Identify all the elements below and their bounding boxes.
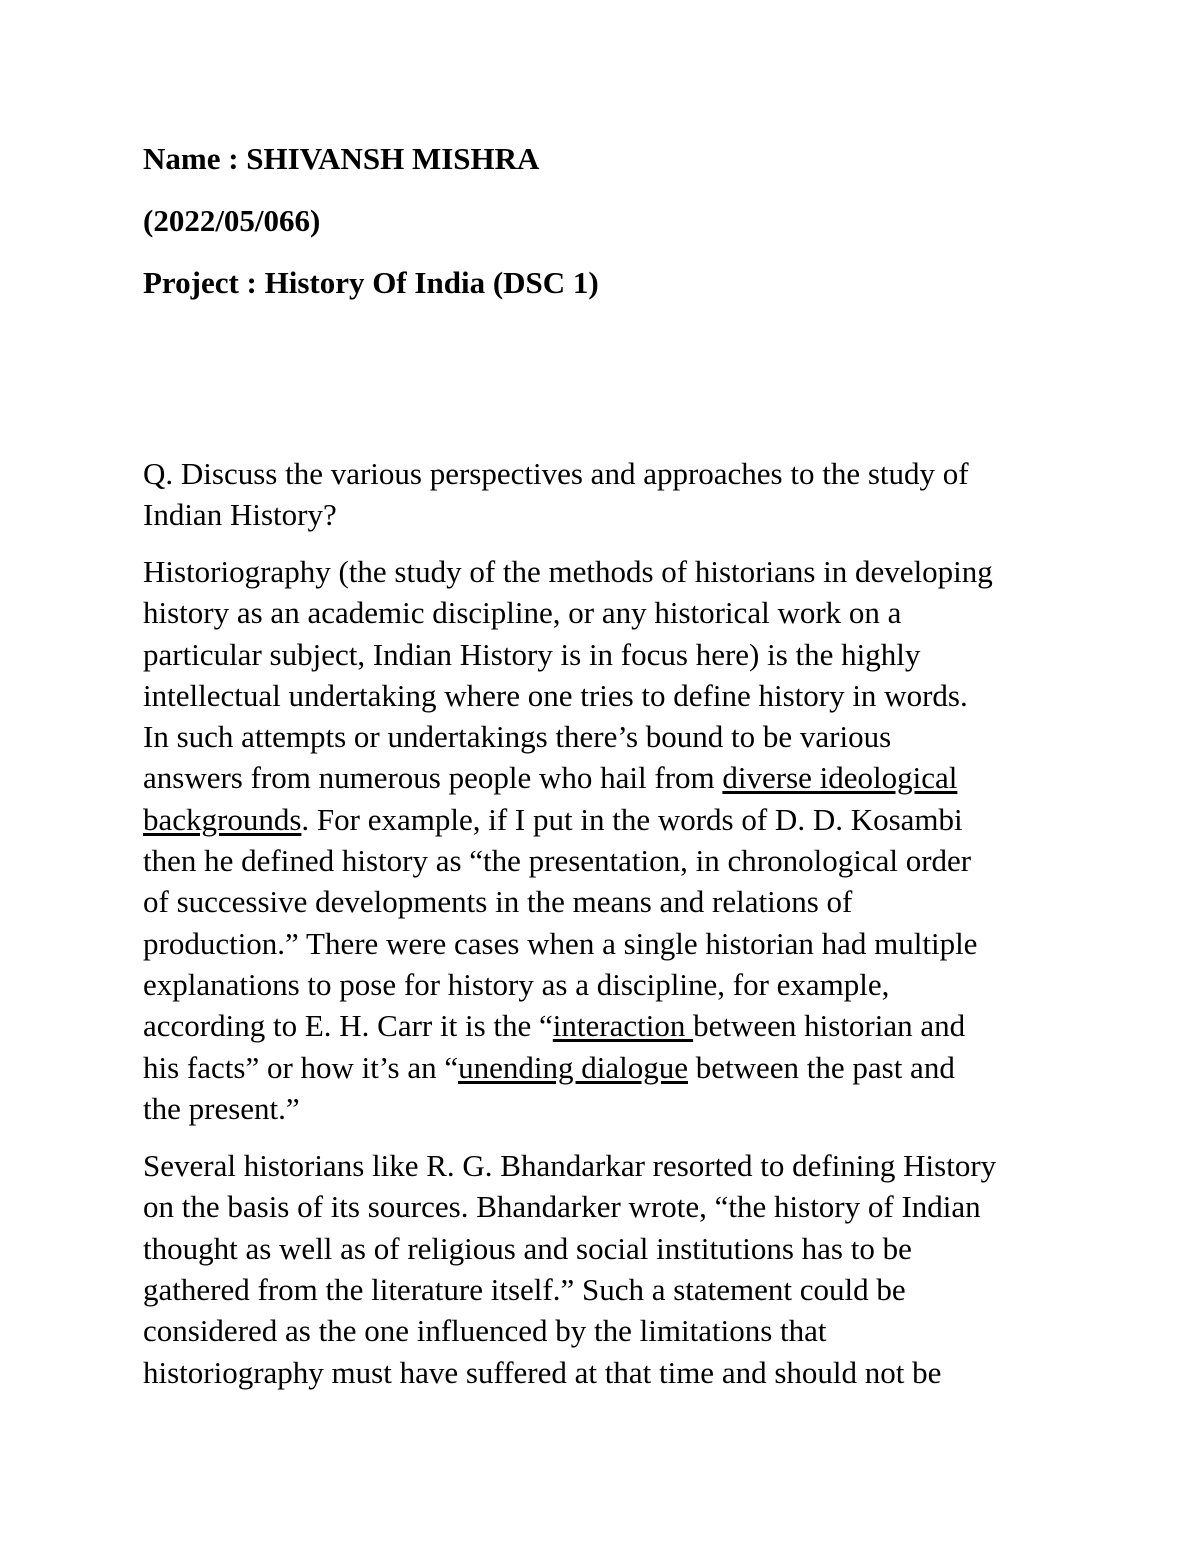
text-line <box>143 1005 1073 1046</box>
text-line: history as an academic discipline, or any historical work on a <box>143 595 902 631</box>
text-line: Historiography (the study of the methods of historians in developing <box>143 554 993 589</box>
text-segment: according to E. H. Carr it is the “ <box>143 1008 553 1044</box>
text-line: considered as the one influenced by the limitations that <box>143 1313 827 1349</box>
text-line: thought as well as of religious and social institutions has to be <box>143 1230 912 1266</box>
underlined-phrase: diverse ideological <box>722 760 958 796</box>
underlined-phrase: unending dialogue <box>458 1049 688 1085</box>
question-line: Q. Discuss the various perspectives and approaches to the study of <box>143 456 969 491</box>
project-title: Project : History Of India (DSC 1) <box>143 265 599 300</box>
underlined-phrase: backgrounds <box>143 801 302 837</box>
question <box>143 453 1073 535</box>
underlined-phrase: interaction <box>552 1008 694 1044</box>
text-line: historiography must have suffered at that time and should not be <box>143 1354 942 1390</box>
text-line: intellectual undertaking where one tries to define history in words. <box>143 677 968 713</box>
text-segment: between historian and <box>693 1008 966 1044</box>
question-line: Indian History? <box>143 497 337 532</box>
text-segment: between the past and <box>687 1049 955 1085</box>
text-line: explanations to pose for history as a discipline, for example, <box>143 966 890 1002</box>
text-line <box>143 799 1073 840</box>
text-line <box>143 757 1073 798</box>
text-segment: . For example, if I put in the words of D. D. Kosambi <box>301 801 963 837</box>
text-line: the present.” <box>143 1090 300 1126</box>
roll-number: (2022/05/066) <box>143 203 321 238</box>
text-line <box>143 1047 1073 1088</box>
text-line: In such attempts or undertakings there’s bound to be various <box>143 719 892 755</box>
paragraph-bhandarkar <box>143 1145 1073 1393</box>
text-line: of successive developments in the means and relations of <box>143 884 853 920</box>
text-line: Several historians like R. G. Bhandarkar resorted to defining History <box>143 1148 997 1184</box>
text-segment: answers from numerous people who hail from <box>143 760 723 796</box>
text-line: then he defined history as “the presentation, in chronological order <box>143 843 972 879</box>
text-line: particular subject, Indian History is in focus here) is the highly <box>143 636 921 672</box>
text-line: production.” There were cases when a single historian had multiple <box>143 925 978 961</box>
student-name: Name : SHIVANSH MISHRA <box>143 141 540 176</box>
text-line: on the basis of its sources. Bhandarker wrote, “the history of Indian <box>143 1189 981 1225</box>
document-content <box>143 138 1073 1393</box>
paragraph-historiography <box>143 551 1073 1129</box>
text-line: gathered from the literature itself.” Such a statement could be <box>143 1272 906 1308</box>
text-segment: his facts” or how it’s an “ <box>143 1049 459 1085</box>
